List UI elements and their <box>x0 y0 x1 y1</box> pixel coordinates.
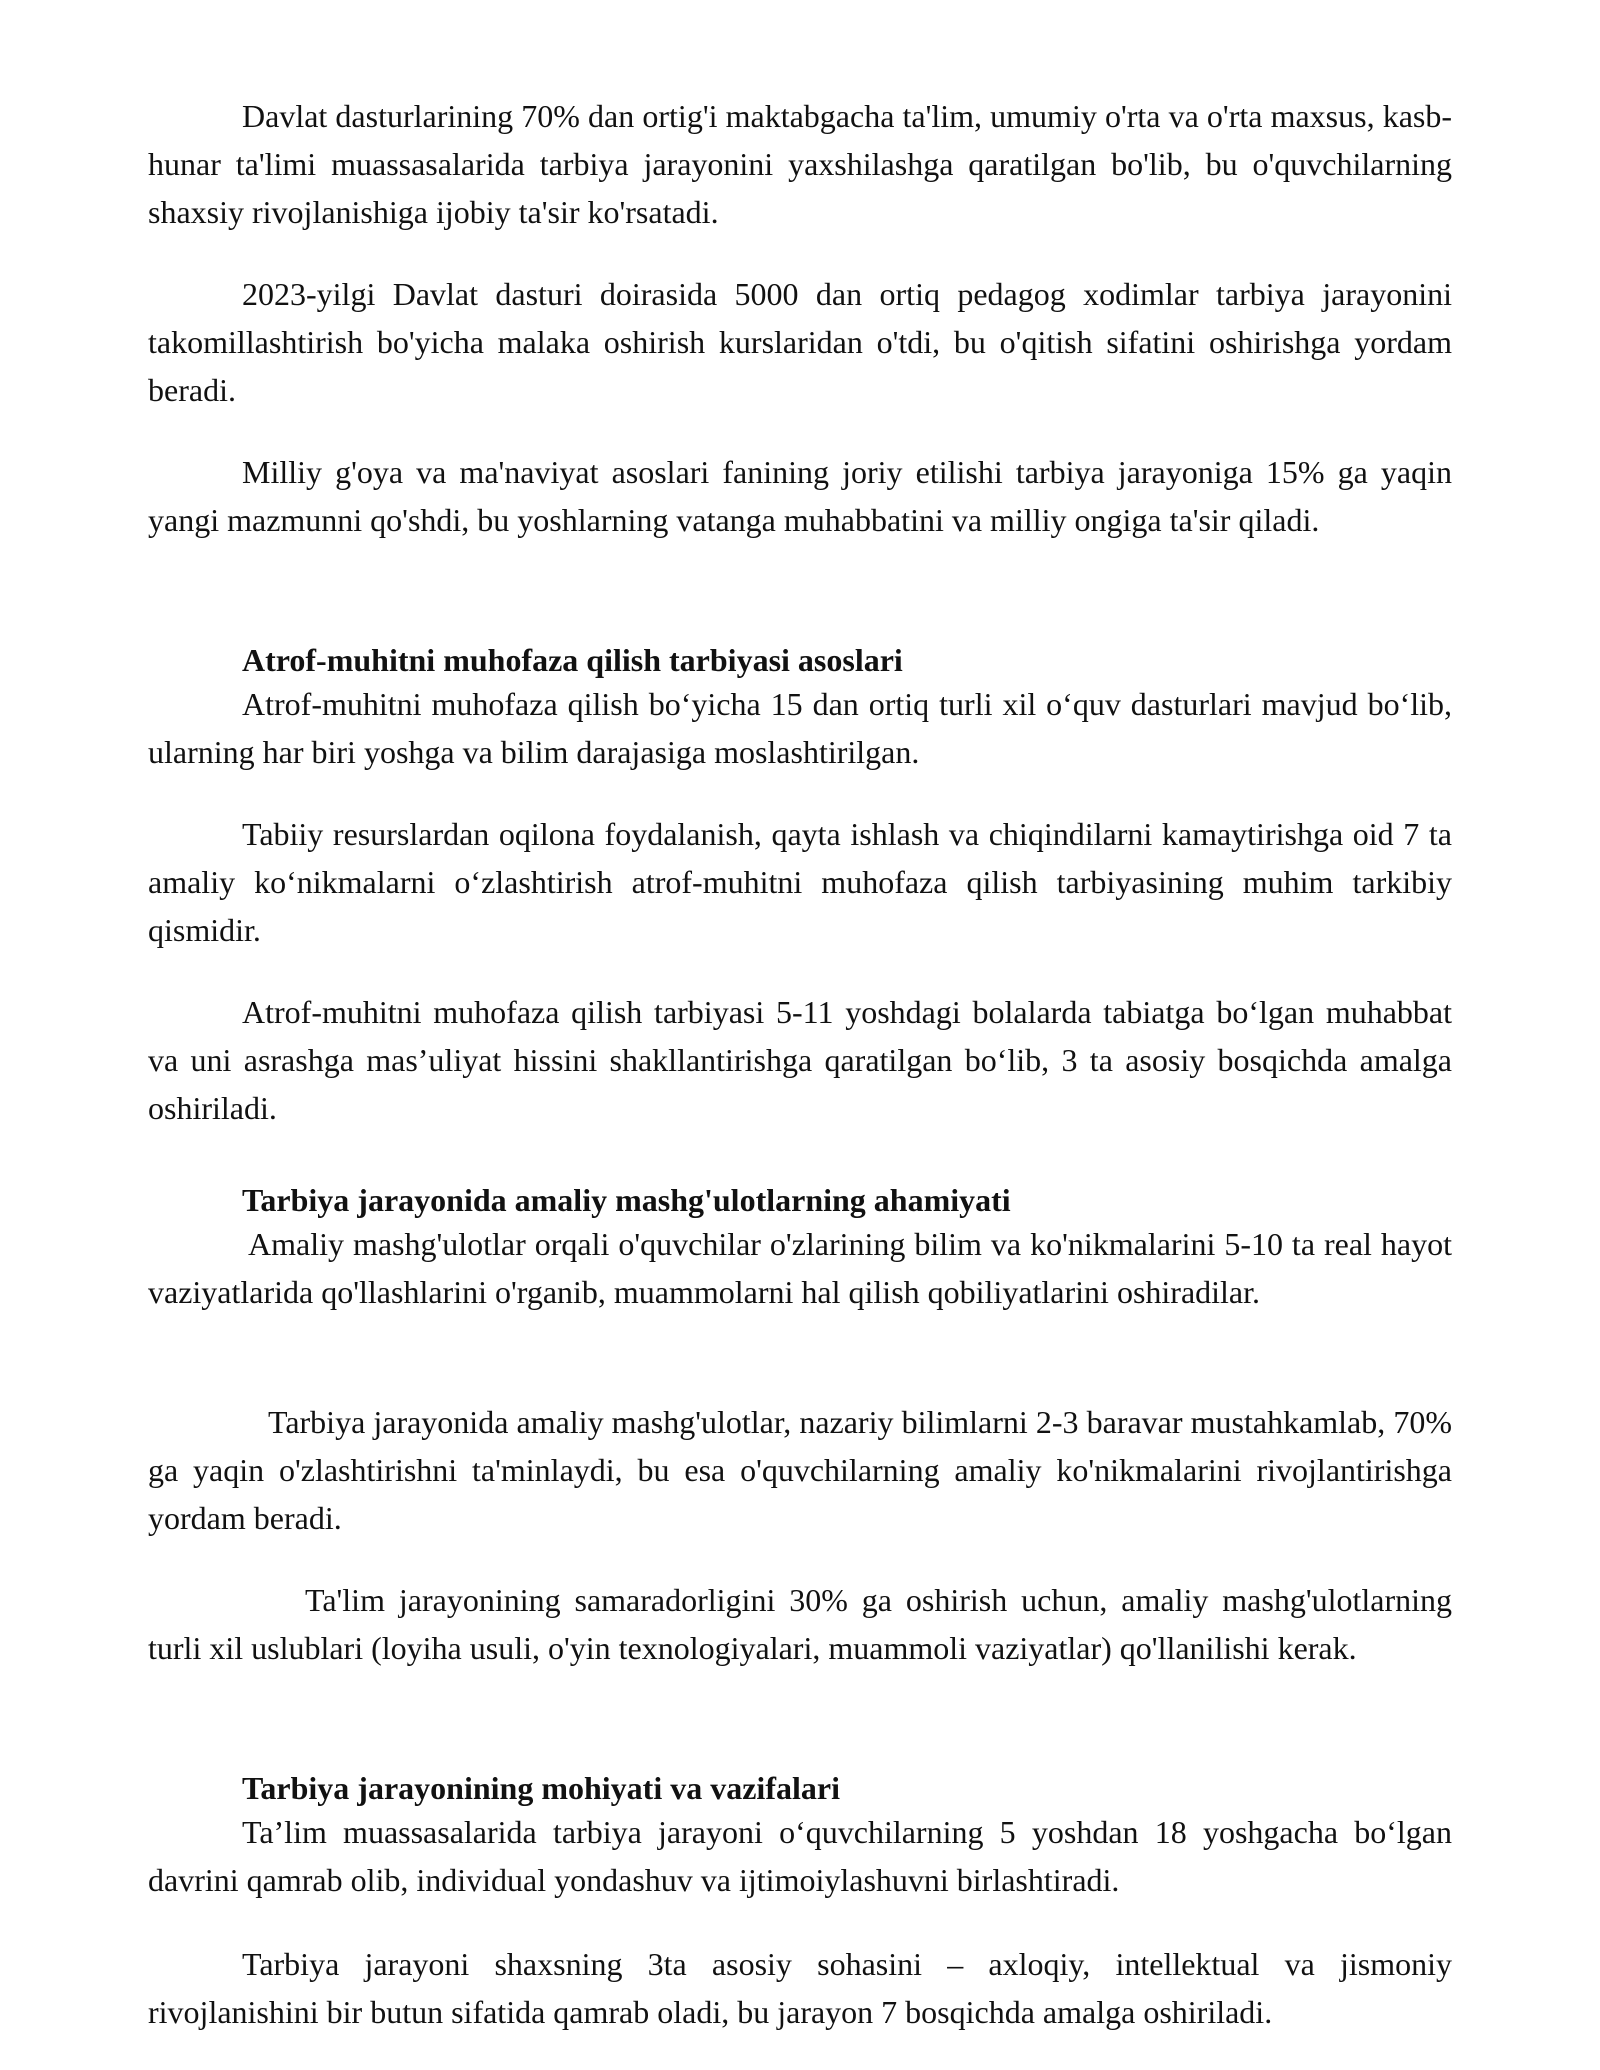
paragraph: Milliy g'oya va ma'naviyat asoslari fanining joriy etilishi tarbiya jarayoniga 15% ga yaqin yangi mazmunni qo'shdi, bu yoshlarning vatanga muhabbatini va milliy ongiga ta'sir qiladi. <box>148 454 1452 538</box>
paragraph: Davlat dasturlarining 70% dan ortig'i maktabgacha ta'lim, umumiy o'rta va o'rta maxsus, kasb-hunar ta'limi muassasalarida tarbiya jarayonini yaxshilashga qaratilgan bo'lib, bu o'quvchilarning shaxsiy rivojlanishiga ijobiy ta'sir ko'rsatadi. <box>148 98 1452 230</box>
paragraph: Atrof-muhitni muhofaza qilish bo‘yicha 15 dan ortiq turli xil o‘quv dasturlari mavjud bo‘lib, ularning har biri yoshga va bilim darajasiga moslashtirilgan. <box>148 686 1452 770</box>
section-heading: Tarbiya jarayonining mohiyati va vazifalari <box>242 1770 840 1806</box>
paragraph: Tabiiy resurslardan oqilona foydalanish, qayta ishlash va chiqindilarni kamaytirishga oid 7 ta amaliy ko‘nikmalarni o‘zlashtirish atrof-muhitni muhofaza qilish tarbiyasining muhim tarkibiy qismidir. <box>148 816 1452 948</box>
paragraph: 2023-yilgi Davlat dasturi doirasida 5000 dan ortiq pedagog xodimlar tarbiya jarayonini takomillashtirish bo'yicha malaka oshirish kurslaridan o'tdi, bu o'qitish sifatini oshirishga yordam beradi. <box>148 276 1452 408</box>
paragraph: Atrof-muhitni muhofaza qilish tarbiyasi 5-11 yoshdagi bolalarda tabiatga bo‘lgan muhabbat va uni asrashga mas’uliyat hissini shakllantirishga qaratilgan bo‘lib, 3 ta asosiy bosqichda amalga oshiriladi. <box>148 994 1452 1126</box>
paragraph: Tarbiya jarayonida amaliy mashg'ulotlar, nazariy bilimlarni 2-3 baravar mustahkamlab, 70% ga yaqin o'zlashtirishni ta'minlaydi, bu esa o'quvchilarning amaliy ko'nikmalarini rivojlantirishga yordam beradi. <box>148 1404 1452 1536</box>
section-heading: Tarbiya jarayonida amaliy mashg'ulotlarning ahamiyati <box>242 1182 1011 1218</box>
paragraph: Ta'lim jarayonining samaradorligini 30% ga oshirish uchun, amaliy mashg'ulotlarning turli xil uslublari (loyiha usuli, o'yin texnologiyalari, muammoli vaziyatlar) qo'llanilishi kerak. <box>148 1582 1452 1666</box>
section-heading: Atrof-muhitni muhofaza qilish tarbiyasi asoslari <box>242 642 903 678</box>
paragraph: Ta’lim muassasalarida tarbiya jarayoni o‘quvchilarning 5 yoshdan 18 yoshgacha bo‘lgan davrini qamrab olib, individual yondashuv va ijtimoiylashuvni birlashtiradi. <box>148 1814 1452 1898</box>
paragraph: Tarbiya jarayoni shaxsning 3ta asosiy sohasini – axloqiy, intellektual va jismoniy rivojlanishini bir butun sifatida qamrab oladi, bu jarayon 7 bosqichda amalga oshiriladi. <box>148 1946 1452 2030</box>
paragraph: Amaliy mashg'ulotlar orqali o'quvchilar o'zlarining bilim va ko'nikmalarini 5-10 ta real hayot vaziyatlarida qo'llashlarini o'rganib, muammolarni hal qilish qobiliyatlarini oshiradilar. <box>148 1226 1452 1310</box>
